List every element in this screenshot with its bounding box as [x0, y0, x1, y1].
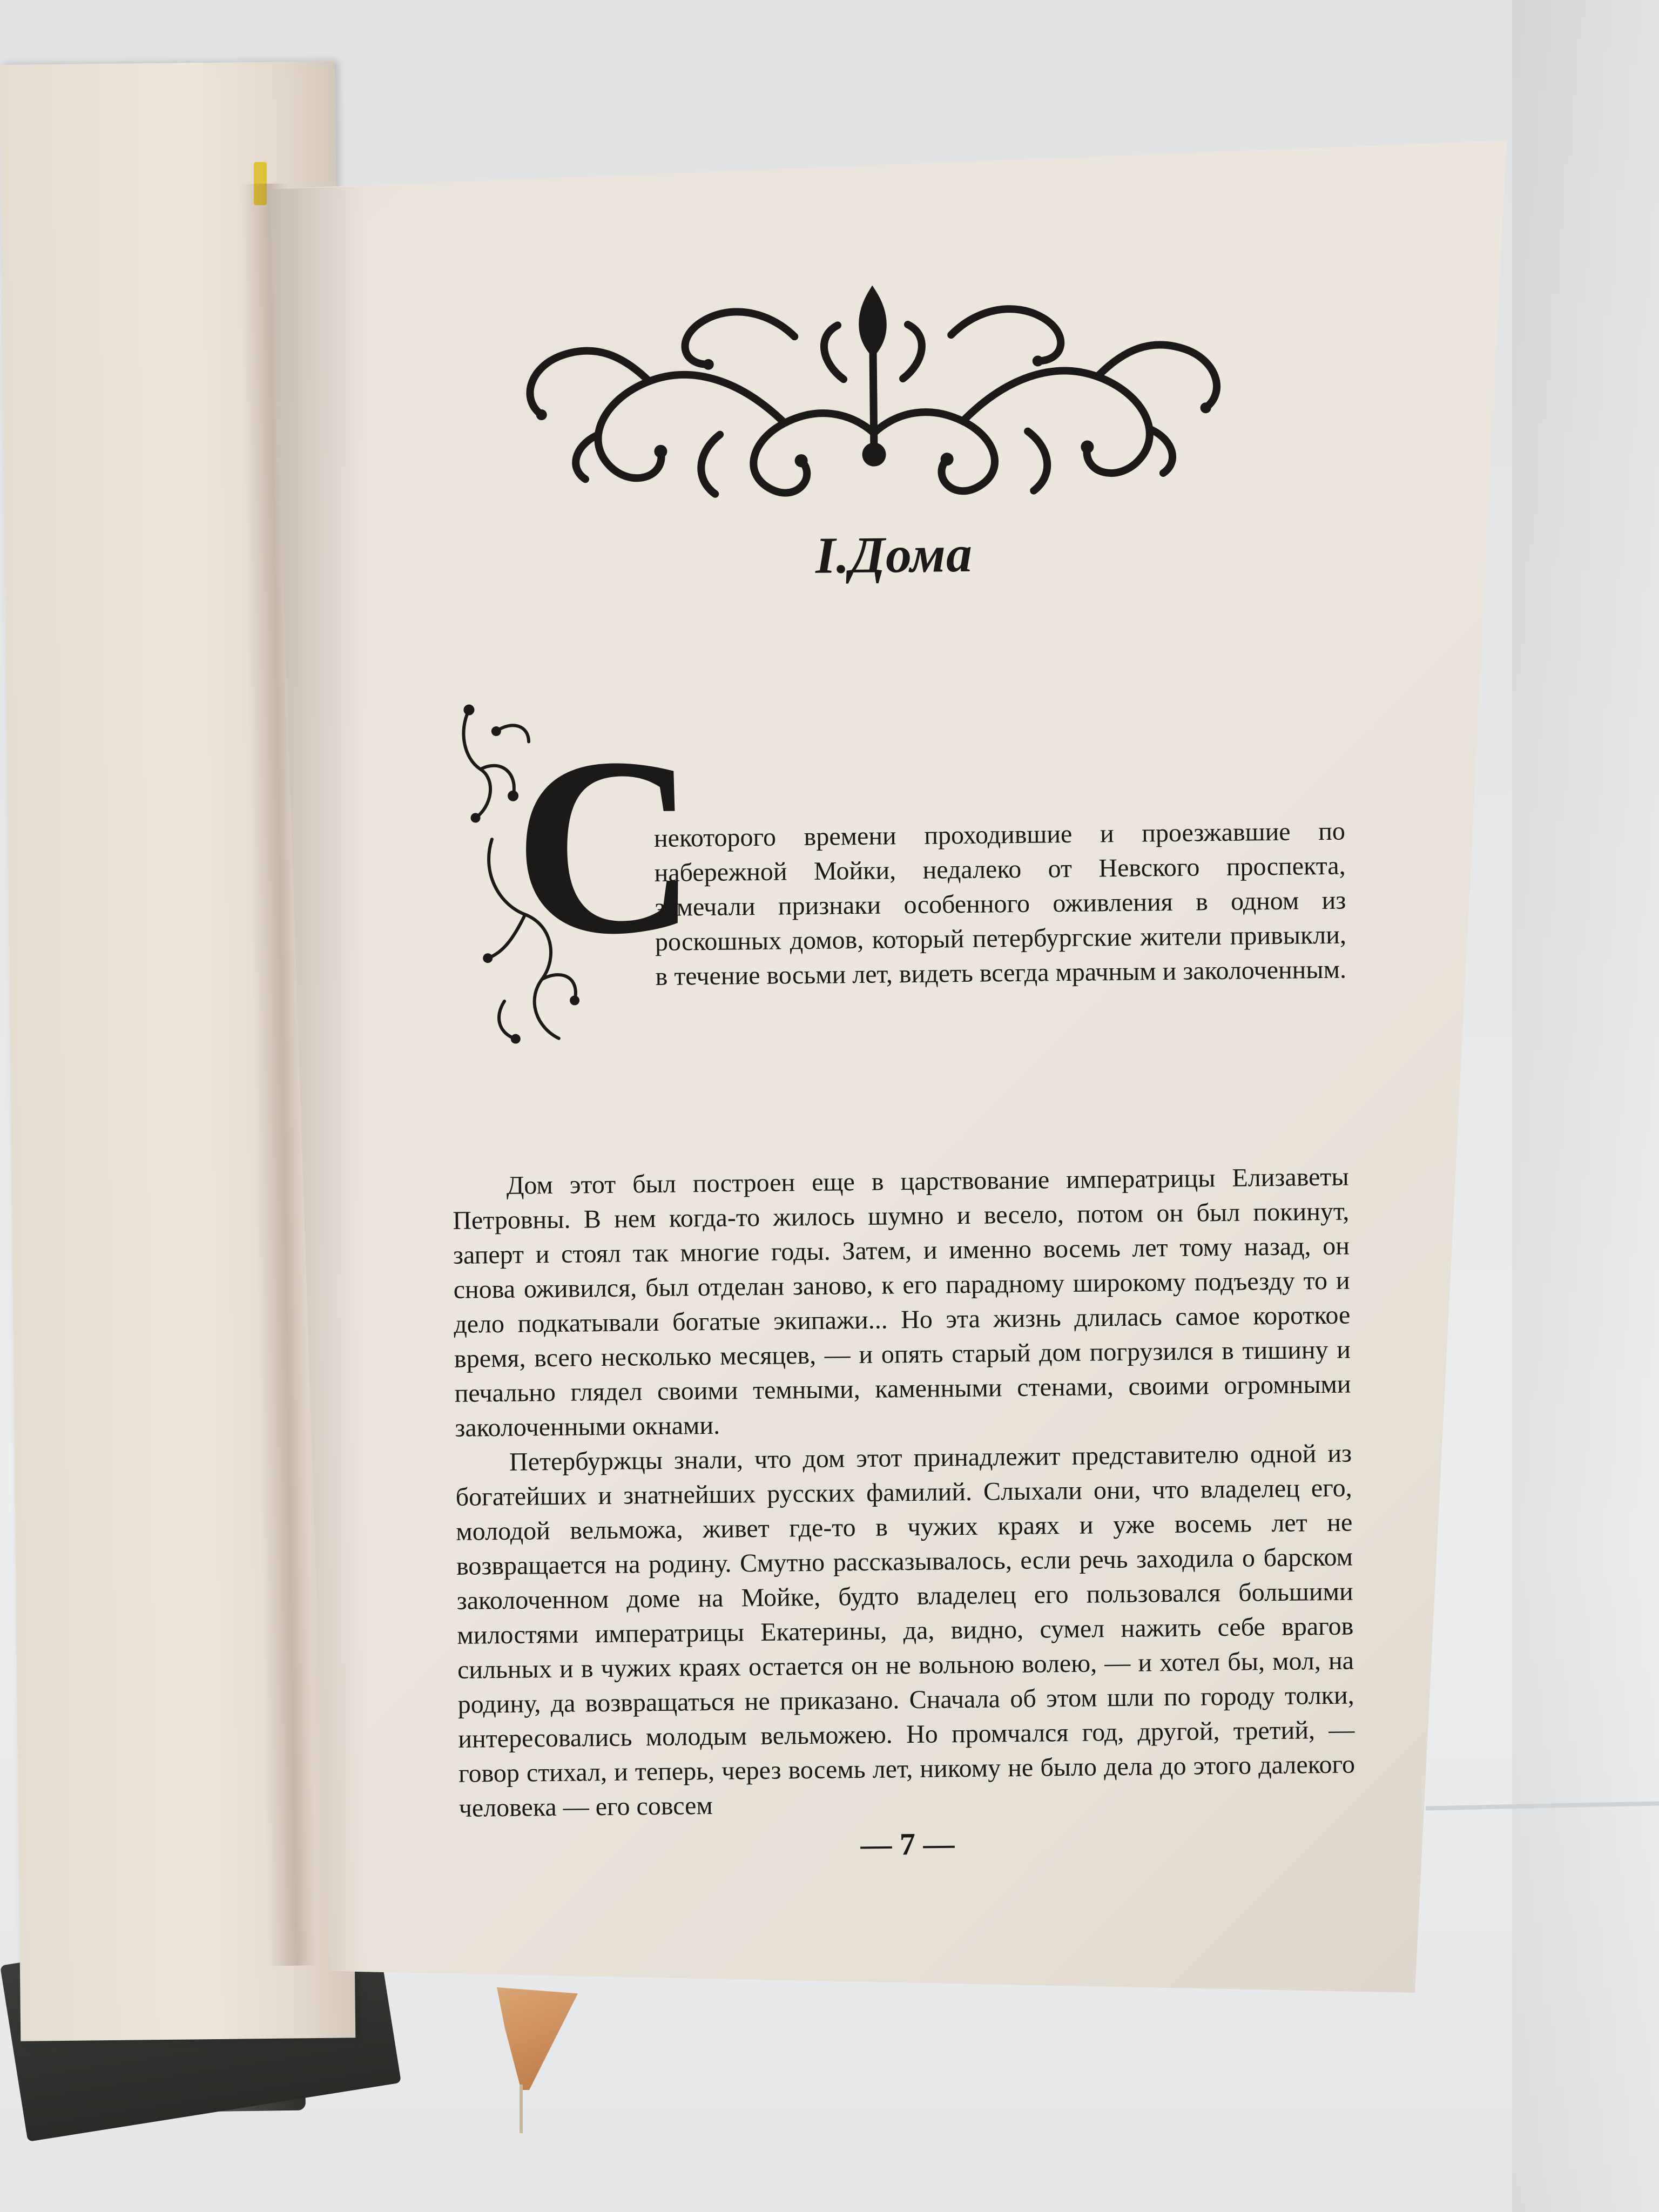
opening-paragraph: некоторого времени проходившие и проезжавшие по набережной Мойки, недалеко от Невского проспекта, замечали признаки особенного оживления в одном из роскошных домов, который петербургские жители привыкли, в течение восьми лет, видеть всегда мрачным и заколоченным. — [653, 817, 1347, 991]
chapter-title: I.Дома — [815, 524, 973, 584]
dropcap-illuminated — [447, 697, 699, 1056]
page-number: — 7 — — [860, 1826, 955, 1863]
paragraph: Дом этот был построен еще в царствование императрицы Елизаветы Петровны. В нем когда-то жилось шумно и весело, потом он был покинут, заперт и стоял так многие годы. Затем, и именно восемь лет тому назад, он снова оживился, был отделан заново, к его парадному широкому подъезду то и дело подкатывали богатые экипажи... Но эта жизнь длилась самое короткое время, всего несколько месяцев, — и опять старый дом погрузился в тишину и печально глядел своими темными, каменными стенами, своими огромными заколоченными окнами. — [453, 1162, 1351, 1442]
body-text — [452, 1160, 1355, 1826]
paragraph: Петербуржцы знали, что дом этот принадлежит представителю одной из богатейших и знатнейших русских фамилий. Слыхали они, что владелец его, молодой вельможа, живет где-то в чужих краях и уже восемь лет не возвращается на родину. Смутно рассказывалось, если речь заходила о барском заколоченном доме на Мойке, будто владелец его пользовался большими милостями императрицы Екатерины, да, видно, сумел нажить себе врагов сильных и в чужих краях остается он не вольною волею, — и хотел бы, мол, на родину, да возвращаться не приказано. Сначала об этом шли по городу толки, интересовались молодым вельможею. Но промчался год, другой, третий, — говор стихал, и теперь, через восемь лет, никому не было дела до этого далекого человека — его совсем — [455, 1439, 1355, 1823]
bookmark-string — [520, 2085, 523, 2133]
bookmark-ribbon — [497, 1987, 578, 2090]
dropcap-letter: С — [512, 704, 699, 988]
ornament-headpiece-icon — [513, 267, 1234, 512]
background-wall — [1512, 0, 1659, 2212]
